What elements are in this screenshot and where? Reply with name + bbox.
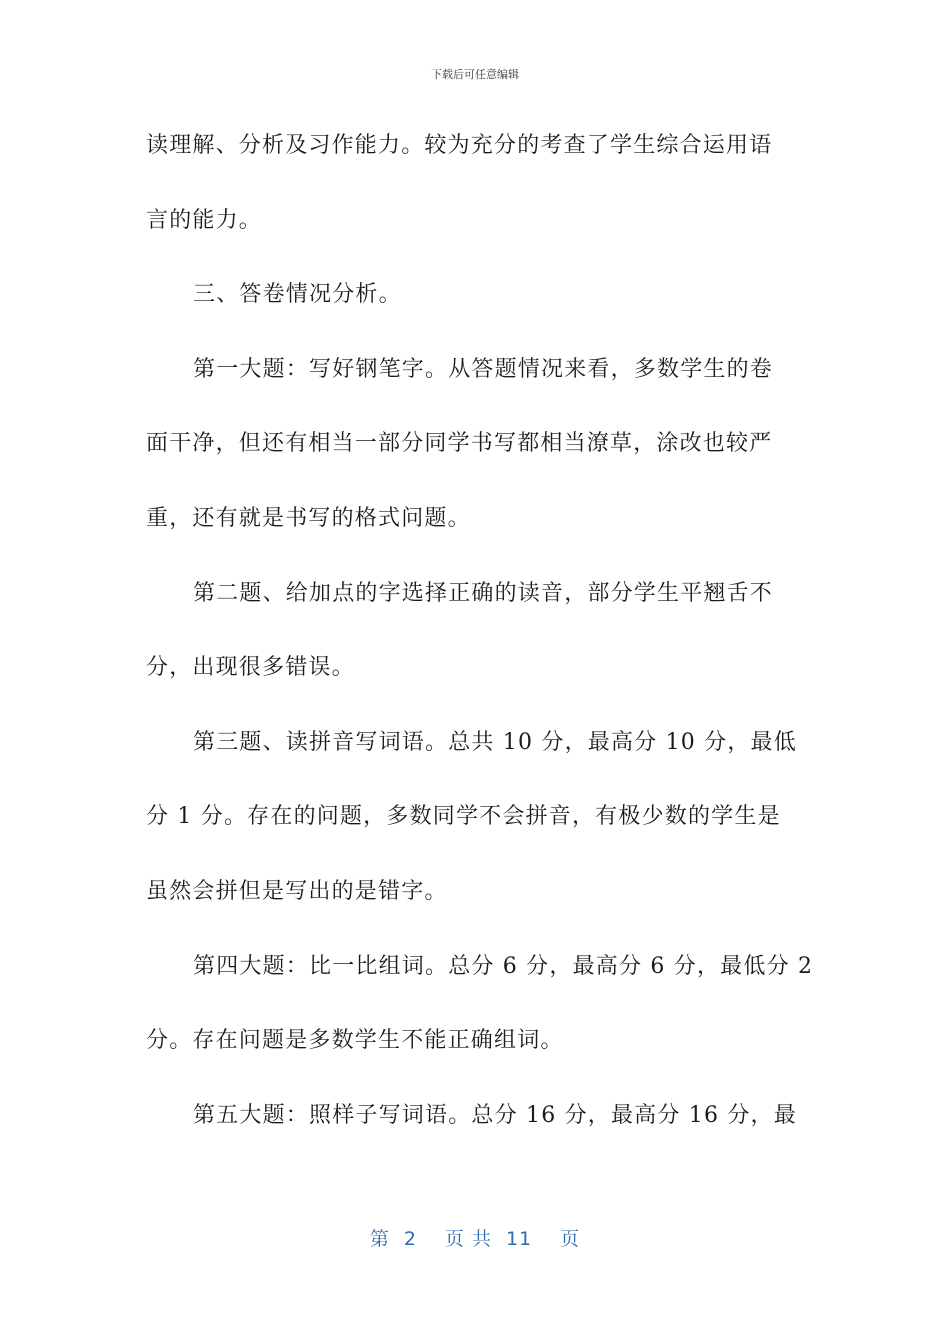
- text-line: 言的能力。: [146, 207, 263, 233]
- document-body: [146, 114, 814, 1158]
- text-line: 读理解、分析及习作能力。较为充分的考查了学生综合运用语: [146, 133, 773, 158]
- text-line: 第四大题：比一比组词。总分 6 分，最高分 6 分，最低分 2: [193, 953, 814, 979]
- text-line: 第一大题：写好钢笔字。从答题情况来看，多数学生的卷: [193, 356, 774, 382]
- current-page-number: 2: [403, 1228, 417, 1250]
- page-mid: 页 共: [444, 1228, 492, 1250]
- text-line: 面干净，但还有相当一部分同学书写都相当潦草，涂改也较严: [146, 431, 773, 457]
- text-line: 第二题、给加点的字选择正确的读音，部分学生平翘舌不: [193, 580, 774, 606]
- text-line: 第三题、读拼音写词语。总共 10 分，最高分 10 分，最低: [193, 729, 797, 755]
- text-line: 第五大题：照样子写词语。总分 16 分，最高分 16 分，最: [193, 1102, 797, 1128]
- text-line: 虽然会拼但是写出的是错字。: [146, 878, 448, 904]
- page-suffix: 页: [560, 1228, 581, 1250]
- page-footer: [0, 1224, 950, 1251]
- total-pages: 11: [505, 1228, 533, 1250]
- section-heading: 三、答卷情况分析。: [193, 282, 402, 308]
- text-line: 分，出现很多错误。: [146, 655, 355, 681]
- page-prefix: 第: [369, 1228, 390, 1250]
- text-line: 分。存在问题是多数学生不能正确组词。: [146, 1028, 564, 1054]
- text-line: 分 1 分。存在的问题，多数同学不会拼音，有极少数的学生是: [146, 804, 781, 830]
- text-line: 重，还有就是书写的格式问题。: [146, 505, 471, 531]
- header-note: 下载后可任意编辑: [431, 68, 519, 81]
